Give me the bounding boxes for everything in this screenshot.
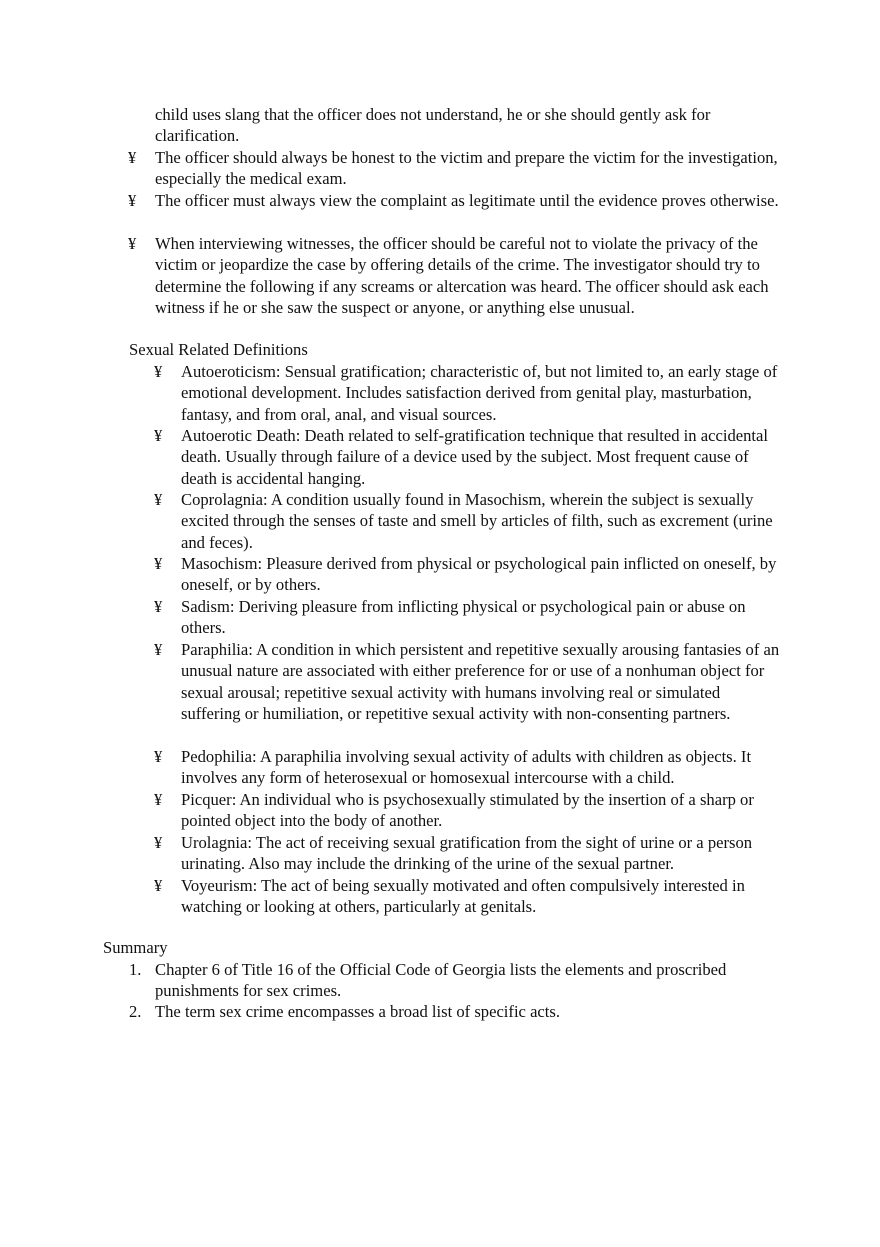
guideline-text: When interviewing witnesses, the officer should be careful not to violate the privacy of the victim or jeopardize the case by offering details of the crime. The investigator should try to determine the following if any screams or altercation was heard. The officer should ask each witness if he or she saw the suspect or anyone, or anything else unusual. bbox=[155, 234, 769, 318]
definition-text: Pedophilia: A paraphilia involving sexual activity of adults with children as objects. It involves any form of heterosexual or homosexual intercourse with a child. bbox=[181, 747, 752, 788]
definition-item bbox=[154, 832, 781, 875]
summary-number: 1. bbox=[129, 960, 142, 979]
guideline-text: The officer must always view the complaint as legitimate until the evidence proves otherwise. bbox=[155, 191, 779, 210]
definition-item bbox=[154, 489, 781, 553]
definition-text: Autoeroticism: Sensual gratification; characteristic of, but not limited to, an early stage of emotional development. Includes satisfaction derived from genital play, masturbation, fantasy, and from oral, anal, and visual sources. bbox=[181, 362, 778, 424]
definition-text: Masochism: Pleasure derived from physical or psychological pain inflicted on oneself, by oneself, or by others. bbox=[181, 554, 777, 595]
definition-text: Voyeurism: The act of being sexually motivated and often compulsively interested in watching or looking at others, particularly at genitals. bbox=[181, 876, 745, 917]
definition-item bbox=[154, 425, 781, 489]
definition-text: Urolagnia: The act of receiving sexual gratification from the sight of urine or a person urinating. Also may include the drinking of the urine of the sexual partner. bbox=[181, 833, 753, 874]
yen-bullet-icon: ¥ bbox=[154, 597, 163, 616]
yen-bullet-icon: ¥ bbox=[154, 876, 163, 895]
guideline-item bbox=[128, 190, 780, 211]
yen-bullet-icon: ¥ bbox=[154, 490, 163, 509]
summary-item bbox=[129, 1001, 755, 1022]
yen-bullet-icon: ¥ bbox=[154, 362, 163, 381]
definition-text: Autoerotic Death: Death related to self-gratification technique that resulted in accidental death. Usually through failure of a device used by the subject. Most frequent cause of death is accidental hanging. bbox=[181, 426, 768, 488]
yen-bullet-icon: ¥ bbox=[154, 747, 163, 766]
definition-text: Coprolagnia: A condition usually found in Masochism, wherein the subject is sexually excited through the senses of taste and smell by articles of filth, such as excrement (urine and feces). bbox=[181, 490, 773, 552]
guideline-item bbox=[128, 233, 780, 319]
yen-bullet-icon: ¥ bbox=[128, 191, 137, 210]
guideline-item bbox=[128, 147, 780, 190]
definition-item bbox=[154, 789, 781, 832]
yen-bullet-icon: ¥ bbox=[154, 790, 163, 809]
intro-continuation: child uses slang that the officer does not understand, he or she should gently ask for clarification. bbox=[155, 105, 711, 146]
yen-bullet-icon: ¥ bbox=[154, 426, 163, 445]
yen-bullet-icon: ¥ bbox=[128, 148, 137, 167]
guideline-text: The officer should always be honest to the victim and prepare the victim for the investigation, especially the medical exam. bbox=[155, 148, 778, 189]
definition-item bbox=[154, 596, 781, 639]
summary-item bbox=[129, 959, 755, 1002]
definitions-heading: Sexual Related Definitions bbox=[129, 340, 308, 359]
definition-item bbox=[154, 639, 781, 725]
definition-text: Picquer: An individual who is psychosexually stimulated by the insertion of a sharp or pointed object into the body of another. bbox=[181, 790, 754, 831]
summary-text: Chapter 6 of Title 16 of the Official Code of Georgia lists the elements and proscribed punishments for sex crimes. bbox=[155, 960, 727, 1001]
definition-item bbox=[154, 361, 781, 425]
definition-item bbox=[154, 875, 781, 918]
yen-bullet-icon: ¥ bbox=[154, 833, 163, 852]
summary-number: 2. bbox=[129, 1002, 142, 1021]
definition-text: Paraphilia: A condition in which persistent and repetitive sexually arousing fantasies of an unusual nature are associated with either preference for or use of a nonhuman object for sexual arousal; repetitive sexual activity with humans involving real or simulated suffering or humiliation, or repetitive sexual activity with non-consenting partners. bbox=[181, 640, 780, 724]
yen-bullet-icon: ¥ bbox=[154, 640, 163, 659]
yen-bullet-icon: ¥ bbox=[154, 554, 163, 573]
summary-text: The term sex crime encompasses a broad list of specific acts. bbox=[155, 1002, 561, 1021]
definition-text: Sadism: Deriving pleasure from inflicting physical or psychological pain or abuse on others. bbox=[181, 597, 746, 638]
definition-item bbox=[154, 746, 781, 789]
yen-bullet-icon: ¥ bbox=[128, 234, 137, 253]
summary-heading: Summary bbox=[103, 938, 168, 957]
definition-item bbox=[154, 553, 781, 596]
